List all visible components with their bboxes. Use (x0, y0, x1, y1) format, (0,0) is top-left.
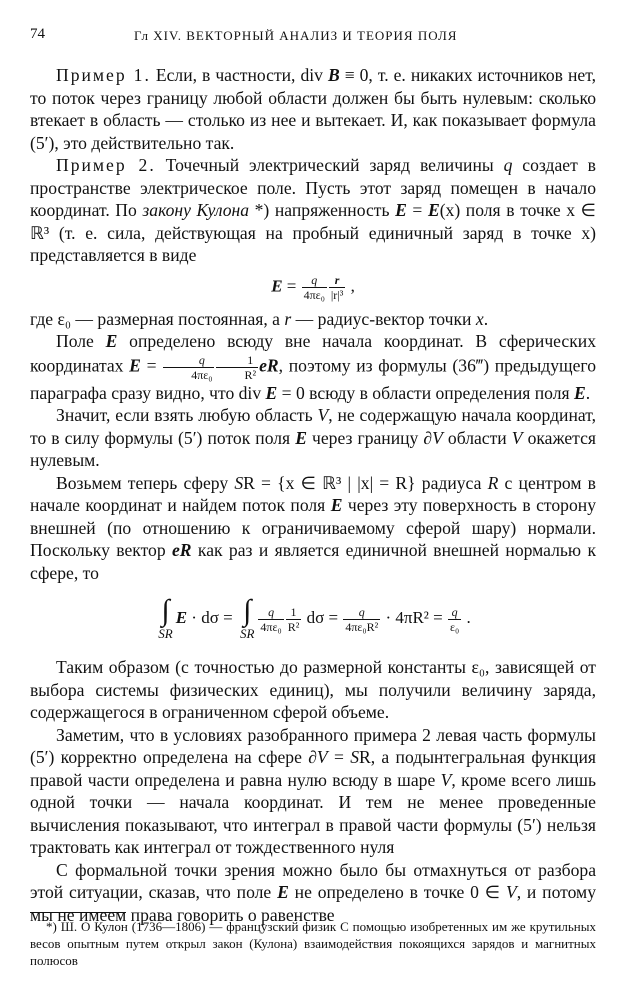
example-2-label: Пример 2. (56, 155, 156, 175)
sphere-paragraph: Возьмем теперь сферу SR = {x ∈ ℝ³ | |x| = R} радиуса R с центром в начале координат и найдем поток поля E через эту поверхность в сторону внешней (по отношению к ограничиваемому сферой шару) нормали. Поскольку вектор eR как раз и является единичной внешней нормалью к сфере, то (30, 472, 596, 583)
domain-paragraph: Значит, если взять любую область V, не содержащую начала координат, то в силу формулы (5′) поток поля E через границу ∂V области V окажется нулевым. (30, 405, 596, 470)
coulomb-field-formula: E = $\frac{q}{\text{4πε₀}}$ $\frac{r}{\text{|r|³}}$ , (271, 272, 355, 302)
example-2-paragraph: Пример 2. Точечный электрический заряд величины q создает в пространстве электрическое поле. Пусть этот заряд помещен в начало координат. По закону Кулона *) напряженность E = E(x) поля в точке x ∈ ℝ³ (т. е. сила, действующая на пробный единичный заряд в точке x) представляется в виде (30, 155, 596, 265)
result-paragraph: Таким образом (с точностью до размерной константы ε₀, зависящей от выбора системы физических единиц), мы получили величину заряда, содержащегося в ограниченном сферой объеме. (30, 657, 596, 722)
flux-integral-formula: ∫ SR E · dσ = ∫ SR $\frac{q}{\text{4πε₀}}$ $\frac{1}{\text{R²}}$ dσ = $\frac{q}{\text{4πε₀R²}}$ · 4πR² = $\frac{q}{\text{ε₀}}$ . (158, 594, 471, 641)
running-head: Гл XIV. ВЕКТОРНЫЙ АНАЛИЗ И ТЕОРИЯ ПОЛЯ (134, 28, 458, 43)
coulomb-law-term: закону Кулона (142, 200, 250, 220)
formal-paragraph: С формальной точки зрения можно было бы отмахнуться от разбора этой ситуации, сказав, что поле E не определено в точке 0 ∈ V, и потому мы не имеем права говорить о равенстве (30, 859, 596, 925)
field-definition-paragraph: Поле E определено всюду вне начала координат. В сферических координатах E = $\frac{q}{\text{4πε₀}}$ $\frac{1}{\text{R²}}$ eR, поэтому из формулы (36‴) предыдущего параграфа сразу видно, что div E = 0 всюду в области определения поля E. (30, 331, 596, 403)
remark-paragraph: Заметим, что в условиях разобранного примера 2 левая часть формулы (5′) корректно определена на сфере ∂V = SR, а подынтегральная функция правой части определена и равна нулю всюду в шаре V, кроме всего лишь одной точки — начала координат. И тем не менее проведенные вычисления показывают, что интеграл в правой части формулы (5′) нельзя трактовать как интеграл от тождественного нуля (30, 724, 596, 857)
page-header (30, 26, 608, 50)
page-body (30, 64, 596, 926)
epsilon-paragraph: где ε₀ — размерная постоянная, а r — радиус-вектор точки x. (30, 308, 489, 329)
example-1-label: Пример 1. (56, 65, 151, 85)
footnote: *) Ш. О Кулон (1736—1806) — французский физик С помощью изобретенных им же крутильных весов опытным путем открыл закон (Кулона) взаимодействия покоящихся зарядов и магнитных полюсов (30, 919, 596, 968)
page-number: 74 (30, 26, 45, 42)
footnote-divider (30, 912, 126, 913)
example-1-paragraph: Пример 1. Если, в частности, div B ≡ 0, т. е. никаких источников нет, то поток через границу любой области должен бы быть нулевым: сколько втекает в область — столько из нее и вытекает. И, как показывает формула (5′), это действительно так. (30, 65, 596, 153)
